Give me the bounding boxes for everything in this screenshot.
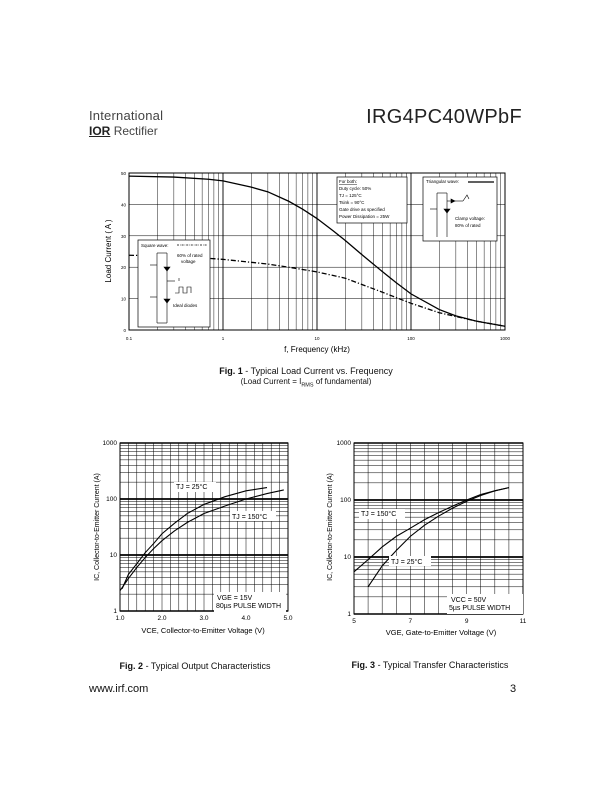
fig1-sub-sub: RMS	[301, 382, 314, 389]
fig1-chart	[95, 165, 525, 365]
fig3-cond-vcc: VCC = 50V	[451, 597, 487, 604]
y-tick-label: 1	[347, 611, 351, 618]
x-tick-label: 1	[221, 336, 225, 341]
triangular-title: Triangular wave:	[426, 179, 460, 184]
y-tick-label: 0	[123, 328, 126, 333]
fig1-caption-num: Fig. 1	[219, 366, 243, 376]
logo-rectifier: Rectifier	[113, 124, 158, 138]
fig1-sub-post: of fundamental)	[313, 377, 372, 386]
company-logo-line1: International	[89, 108, 164, 123]
fig1-caption-text: - Typical Load Current vs. Frequency	[242, 366, 393, 376]
square-wave-title: Square wave:	[141, 243, 169, 248]
y-tick-label: 1000	[336, 440, 351, 447]
fig1-ylabel: Load Current ( A )	[104, 219, 113, 283]
company-logo-line2	[89, 124, 158, 138]
ior-brand: IOR	[89, 124, 111, 138]
fig2-cond-vge: VGE = 15V	[217, 595, 253, 602]
x-tick-label: 100	[407, 336, 415, 341]
fig3-annotation-tj25	[389, 556, 431, 566]
fig3-caption-num: Fig. 3	[351, 660, 376, 670]
x-tick-label: 9	[464, 618, 469, 625]
fig3-chart	[323, 435, 533, 645]
x-tick-label: 2.0	[157, 615, 167, 622]
x-tick-label: 0.1	[125, 336, 133, 341]
x-tick-label: 4.0	[241, 615, 251, 622]
x-tick-label: 5.0	[283, 615, 293, 622]
fig2-caption-num: Fig. 2	[119, 661, 144, 671]
fig3-conditions	[447, 594, 523, 614]
y-tick-label: 1000	[102, 440, 117, 447]
part-number: IRG4PC40WPbF	[366, 106, 522, 128]
fig2-ann-tj25-text: TJ = 25°C	[176, 484, 208, 491]
fig1-caption	[150, 366, 462, 376]
fig3-caption	[330, 660, 530, 670]
param-power: Power Dissipation = 25W	[339, 214, 390, 219]
footer-url: www.irf.com	[89, 683, 149, 695]
triangular-rated: 80% of rated	[455, 223, 481, 228]
y-tick-label: 10	[109, 552, 117, 559]
x-tick-label: 7	[408, 618, 413, 625]
fig2-annotation-tj150	[230, 511, 276, 521]
y-tick-label: 100	[340, 497, 351, 504]
y-tick-label: 30	[120, 233, 126, 239]
fig1-xlabel: f, Frequency (kHz)	[284, 345, 350, 354]
fig2-caption	[95, 661, 295, 671]
fig2-annotation-tj25	[174, 482, 216, 492]
fig3-ann-tj25-text: TJ = 25°C	[391, 559, 423, 566]
y-tick-label: 10	[120, 296, 126, 302]
fig3-annotation-tj150	[359, 509, 405, 519]
fig2-caption-text: - Typical Output Characteristics	[143, 661, 271, 671]
x-tick-label: 1.0	[115, 615, 125, 622]
square-wave-ideal: Ideal diodes	[173, 303, 198, 308]
param-for-both: For both:	[339, 179, 358, 184]
square-wave-voltage: voltage	[181, 259, 196, 264]
fig3-caption-text: - Typical Transfer Characteristics	[375, 660, 509, 670]
param-tj: TJ = 125°C	[339, 193, 362, 198]
fig2-conditions	[214, 592, 286, 612]
fig3-xlabel: VGE, Gate-to-Emitter Voltage (V)	[385, 628, 497, 637]
x-tick-label: 3.0	[199, 615, 209, 622]
param-tsink: Tsink = 90°C	[339, 200, 365, 205]
y-tick-label: 50	[120, 171, 126, 176]
y-tick-label: 10	[343, 554, 351, 561]
y-tick-label: 1	[113, 608, 117, 615]
fig1-triangular-wave-box	[423, 177, 497, 241]
triangular-clamp: Clamp voltage:	[455, 216, 486, 221]
fig2-cond-pulse: 80µs PULSE WIDTH	[216, 603, 282, 610]
x-tick-label: 10	[314, 336, 320, 341]
fig1-square-wave-box	[138, 240, 210, 327]
square-wave-rated: 60% of rated	[177, 253, 203, 258]
fig3-ylabel: IC, Collector-to-Emitter Current (A)	[327, 473, 334, 581]
fig1-subcaption	[150, 377, 462, 389]
y-tick-label: 40	[120, 202, 126, 208]
x-tick-label: 1000	[499, 336, 511, 341]
fig2-ylabel: IC, Collector-to-Emitter Current (A)	[94, 473, 101, 581]
y-tick-label: 100	[106, 496, 117, 503]
x-tick-label: 11	[519, 618, 527, 625]
fig2-xlabel: VCE, Collector-to-Emitter Voltage (V)	[141, 626, 265, 635]
fig2-chart	[90, 435, 300, 645]
fig3-ann-tj150-text: TJ = 150°C	[361, 511, 397, 518]
param-gate: Gate drive as specified	[339, 207, 385, 212]
y-tick-label: 20	[120, 265, 126, 271]
footer-page-number: 3	[510, 683, 517, 695]
fig3-cond-pulse: 5µs PULSE WIDTH	[449, 605, 511, 612]
param-duty: Duty cycle: 50%	[339, 186, 372, 191]
x-tick-label: 5	[352, 618, 356, 625]
fig1-sub-pre: (Load Current = I	[240, 377, 302, 386]
fig2-ann-tj150-text: TJ = 150°C	[232, 514, 268, 521]
fig1-parameters-box	[337, 177, 407, 223]
